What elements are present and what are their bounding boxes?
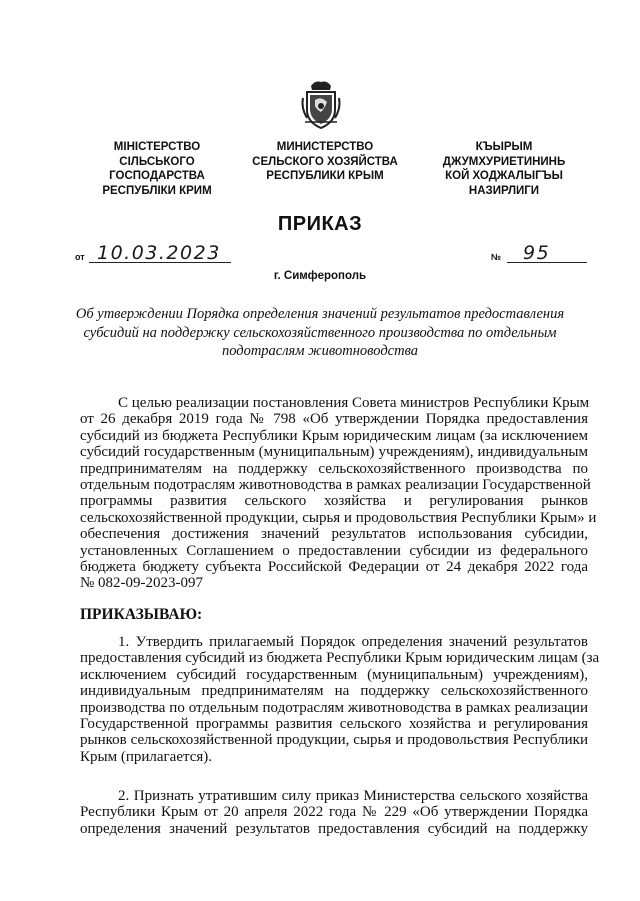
- text-line: предоставления субсидий из бюджета Республики Крым юридическим лицам (за: [80, 650, 600, 667]
- date-prefix: от: [75, 252, 85, 262]
- header-line: МІНІСТЕРСТВО: [113, 141, 201, 153]
- text-line: Государственной программы развития сельского хозяйства и регулирования: [80, 716, 588, 733]
- header-line: КЪЫРЫМ: [475, 141, 533, 153]
- text-line: 2. Признать утратившим силу приказ Министерства сельского хозяйства: [118, 788, 588, 804]
- ministry-name-ukrainian: [62, 140, 252, 198]
- text-line: исключением субсидий государственным (муниципальным) учреждениям),: [80, 666, 588, 683]
- header-line: ДЖУМХУРИЕТИНИНЬ: [442, 155, 566, 168]
- ministry-name-crimean-tatar: [404, 140, 604, 198]
- order-item-1: [80, 634, 600, 765]
- text-line: С целью реализации постановления Совета министров Республики Крым: [118, 395, 590, 411]
- text-line: субсидий из бюджета Республики Крым юридическим лицам (за исключением: [80, 427, 588, 444]
- subject-line: Об утверждении Порядка определения значений результатов предоставления: [75, 306, 565, 322]
- header-line: НАЗИРЛИГИ: [468, 184, 540, 197]
- text-line: индивидуальным предпринимателям на поддержку сельскохозяйственного: [80, 683, 588, 700]
- header-line: КОЙ ХОДЖАЛЫГЪЫ: [445, 170, 563, 182]
- text-line: Республики Крым от 20 апреля 2022 года № 229 «Об утверждении Порядка: [80, 804, 588, 821]
- text-line: сельскохозяйственной продукции, сырья и продовольствия Республики Крым» и: [80, 509, 597, 526]
- text-line: рынков сельскохозяйственной продукции, сырья и продовольствия Республики: [80, 732, 588, 749]
- header-line: РЕСПУБЛИКИ КРЫМ: [266, 170, 384, 182]
- number-prefix: №: [491, 252, 502, 262]
- text-line: установленных Соглашением о предоставлении субсидии из федерального: [80, 542, 588, 559]
- header-line: СІЛЬСЬКОГО: [119, 155, 195, 168]
- ministry-name-russian: [230, 140, 420, 184]
- text-line: от 26 декабря 2019 года № 798 «Об утверждении Порядка предоставления: [80, 411, 588, 428]
- header-line: РЕСПУБЛІКИ КРИМ: [102, 184, 212, 197]
- text-line: отдельным подотраслям животноводства в рамках реализации Государственной: [80, 477, 591, 494]
- text-line: программы развития сельского хозяйства и регулирования рынков: [80, 493, 588, 510]
- crimea-coat-of-arms-emblem: [297, 78, 345, 130]
- subject-line: подотраслям животноводства: [221, 343, 419, 359]
- preamble-paragraph: [80, 395, 597, 592]
- text-line: 1. Утвердить прилагаемый Порядок определения значений результатов: [118, 634, 588, 650]
- text-line: предпринимателям на поддержку сельскохозяйственного производства по: [80, 460, 588, 477]
- subject-line: субсидий на поддержку сельскохозяйственного производства по отдельным: [83, 324, 557, 341]
- order-number: 95: [523, 242, 551, 264]
- city: г. Симферополь: [273, 270, 367, 282]
- order-item-2: [80, 788, 588, 837]
- header-line: СЕЛЬСКОГО ХОЗЯЙСТВА: [252, 155, 398, 168]
- document-title: ПРИКАЗ: [277, 213, 363, 235]
- date-number-row: [75, 240, 595, 266]
- header-line: ГОСПОДАРСТВА: [109, 170, 205, 182]
- order-date: 10.03.2023: [97, 242, 221, 264]
- header-line: МИНИСТЕРСТВО: [276, 141, 374, 153]
- text-line: определения значений результатов предоставления субсидий на поддержку: [80, 820, 588, 837]
- text-line: производства по отдельным подотраслям животноводства в рамках реализации: [80, 699, 588, 716]
- text-line: № 082-09-2023-097: [80, 575, 204, 592]
- text-line: Крым (прилагается).: [80, 748, 213, 765]
- text-line: бюджета бюджету субъекта Российской Федерации от 24 декабря 2022 года: [80, 559, 588, 576]
- order-subject: [70, 305, 570, 361]
- text-line: обеспечения достижения значений результатов использования субсидии,: [80, 526, 588, 543]
- text-line: субсидий государственным (муниципальным) учреждениям), индивидуальным: [80, 444, 588, 461]
- operative-heading: ПРИКАЗЫВАЮ:: [80, 606, 203, 623]
